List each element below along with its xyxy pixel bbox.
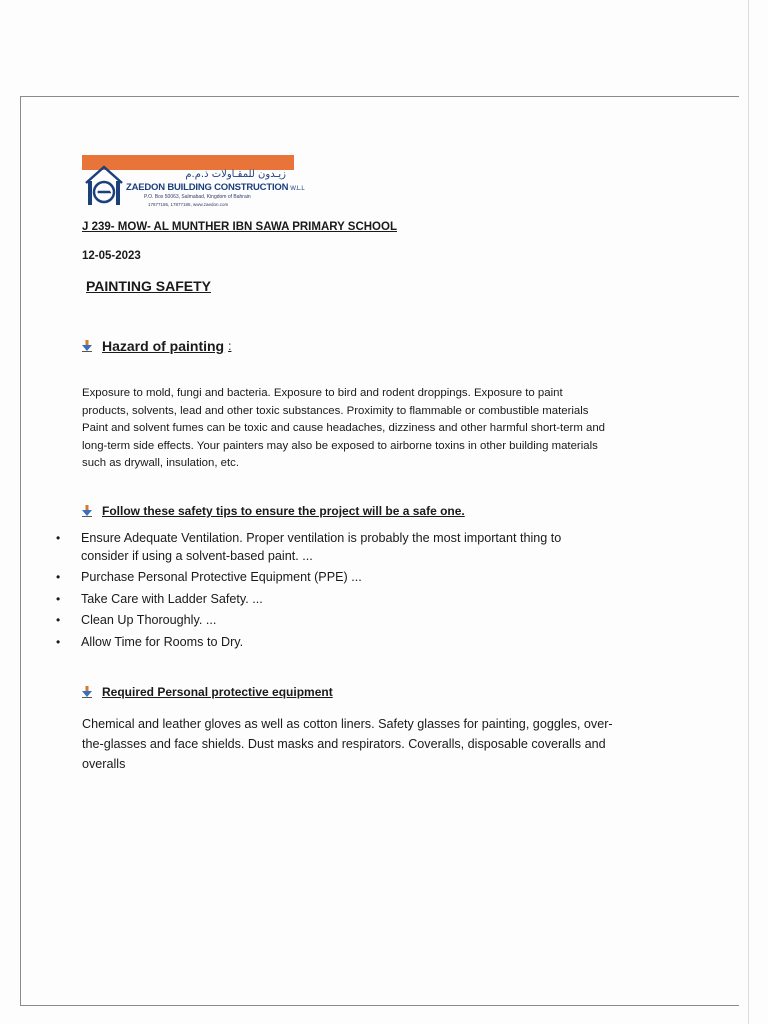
logo-company-name — [126, 182, 305, 193]
hazard-line: Paint and solvent fumes can be toxic and cause headaches, dizziness and other harmful short-term and — [82, 422, 606, 435]
hazard-heading-suffix: : — [228, 339, 232, 353]
document-title: PAINTING SAFETY — [86, 278, 211, 294]
tips-heading — [82, 504, 465, 518]
logo-address: P.O. Box 50063, Salmabad, Kingdom of Bahrain — [144, 194, 251, 200]
hazard-heading-text: Hazard of painting — [102, 338, 225, 354]
hazard-line: Exposure to mold, fungi and bacteria. Exposure to bird and rodent droppings. Exposure to paint — [82, 387, 563, 399]
logo-company-text: ZAEDON BUILDING CONSTRUCTION — [126, 182, 289, 193]
logo-contact: 17877186, 17877185, www.zaedon.com — [148, 202, 229, 207]
list-item-line: Allow Time for Rooms to Dry. — [81, 634, 244, 649]
safety-tips-list — [56, 530, 676, 655]
ppe-line: Chemical and leather gloves as well as cotton liners. Safety glasses for painting, goggles, over- — [82, 717, 613, 731]
document-date: 12-05-2023 — [82, 250, 141, 262]
bullet-icon: • — [56, 531, 61, 545]
down-arrow-icon — [82, 340, 92, 352]
list-item — [56, 612, 676, 630]
list-item — [56, 569, 676, 587]
hazard-line: long-term side effects. Your painters may also be exposed to airborne toxins in other building materials — [82, 439, 598, 452]
ppe-paragraph — [82, 714, 692, 774]
down-arrow-icon — [82, 505, 92, 517]
list-item-line: Take Care with Ladder Safety. ... — [81, 591, 263, 606]
ppe-line: overalls — [82, 757, 126, 771]
bullet-icon: • — [56, 613, 61, 627]
ppe-line: the-glasses and face shields. Dust masks and respirators. Coveralls, disposable coveralls and — [82, 737, 606, 751]
ppe-heading-text: Required Personal protective equipment — [102, 685, 333, 699]
list-item-line: Clean Up Thoroughly. ... — [81, 613, 217, 627]
hazard-heading — [82, 338, 231, 354]
list-item-line: Ensure Adequate Ventilation. Proper ventilation is probably the most important thing to — [81, 531, 562, 545]
list-item-line: consider if using a solvent-based paint. ... — [81, 548, 313, 563]
list-item — [56, 591, 676, 609]
logo-arabic-name: زيـدون للمقـاولات ذ.م.م — [185, 169, 286, 180]
bullet-icon: • — [56, 570, 61, 584]
company-logo — [82, 155, 305, 215]
zaedon-e-house-icon — [82, 161, 126, 211]
bullet-icon: • — [56, 591, 61, 606]
bullet-icon: • — [56, 634, 61, 649]
tips-heading-text: Follow these safety tips to ensure the project will be a safe one. — [102, 504, 465, 518]
project-reference: J 239- MOW- AL MUNTHER IBN SAWA PRIMARY SCHOOL — [82, 221, 397, 233]
logo-company-suffix: W.L.L — [290, 186, 305, 192]
ppe-heading — [82, 685, 333, 699]
hazard-line: products, solvents, lead and other toxic substances. Proximity to flammable or combustible materials — [82, 404, 589, 417]
list-item — [56, 634, 676, 652]
list-item-line: Purchase Personal Protective Equipment (PPE) ... — [81, 570, 362, 584]
hazard-paragraph — [82, 385, 682, 473]
down-arrow-icon — [82, 686, 92, 698]
page-edge — [748, 0, 749, 1024]
hazard-line: such as drywall, insulation, etc. — [82, 457, 240, 470]
list-item — [56, 530, 676, 565]
